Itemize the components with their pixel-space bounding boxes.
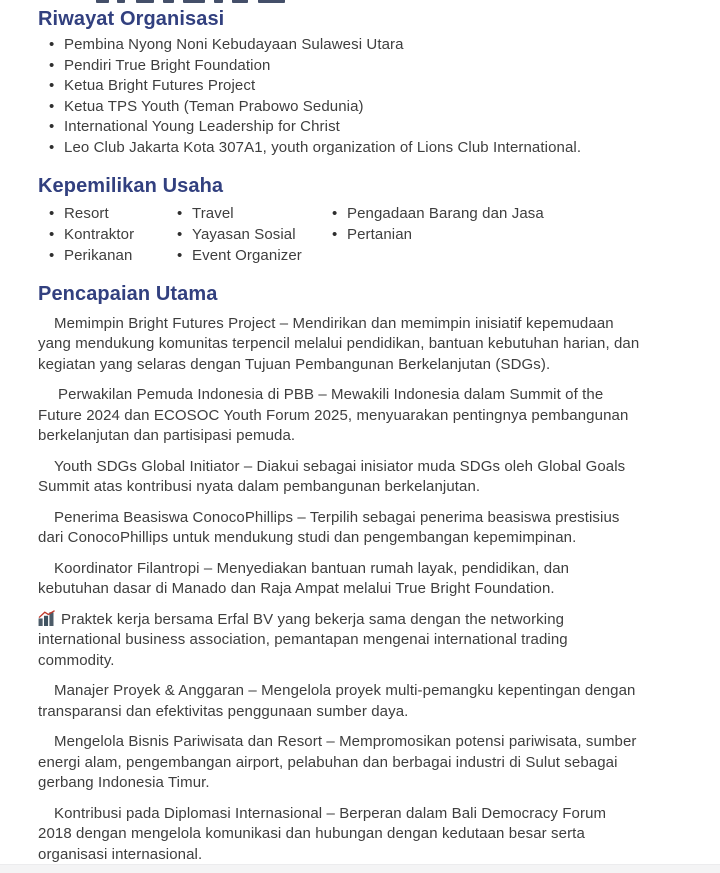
achievement-paragraph-text: Praktek kerja bersama Erfal BV yang bekerja sama dengan the networking international business association, pemantapan mengenai international trading commodity. [38,610,568,669]
organization-item: • Pendiri True Bright Foundation [38,56,692,77]
achievement-paragraph: Penerima Beasiswa ConocoPhillips – Terpilih sebagai penerima beasiswa prestisius dari ConocoPhillips untuk mendukung studi dan pengembangan kepemimpinan. [38,508,620,547]
section-kepemilikan-usaha [38,174,692,267]
achievement-paragraph: Mengelola Bisnis Pariwisata dan Resort – Mempromosikan potensi pariwisata, sumber energi alam, pengembangan airport, pelabuhan dan berbagai industri di Sulut sebagai gerbang Indonesia Timur. [38,733,637,792]
kepemilikan-usaha-title: Kepemilikan Usaha [38,174,224,197]
clipped-previous-line-artifact [0,0,720,4]
business-item: • Kontraktor [38,224,166,245]
section-riwayat-organisasi [38,7,692,159]
business-item: • Travel [166,203,321,224]
organization-history-list [38,35,692,159]
business-column-2 [166,203,321,267]
riwayat-organisasi-title: Riwayat Organisasi [38,8,225,30]
achievement-paragraph: Koordinator Filantropi – Menyediakan bantuan rumah layak, pendidikan, dan kebutuhan dasar di Manado dan Raja Ampat melalui True Bright Foundation. [38,559,570,598]
achievement-paragraph: Memimpin Bright Futures Project – Mendirikan dan memimpin inisiatif kepemudaan yang mendukung komunitas terpencil melalui pendidikan, bantuan kebutuhan harian, dan kegiatan yang selaras dengan Tujuan Pembangunan Berkelanjutan (SDGs). [38,314,640,373]
bar-chart-increasing-icon [38,610,56,626]
business-item: • Pertanian [321,224,692,245]
organization-item: • Pembina Nyong Noni Kebudayaan Sulawesi Utara [38,35,692,56]
business-item: • Event Organizer [166,245,321,266]
business-item: • Resort [38,203,166,224]
business-item: • Yayasan Sosial [166,224,321,245]
achievement-paragraph [38,610,644,672]
achievement-paragraph: Youth SDGs Global Initiator – Diakui sebagai inisiator muda SDGs oleh Global Goals Summit atas kontribusi nyata dalam pembangunan berkelanjutan. [38,457,626,496]
business-column-1 [38,203,166,267]
business-item: • Perikanan [38,245,166,266]
organization-item: • Leo Club Jakarta Kota 307A1, youth organization of Lions Club International. [38,138,692,159]
achievement-paragraph: Kontribusi pada Diplomasi Internasional – Berperan dalam Bali Democracy Forum 2018 dengan mengelola komunikasi dan hubungan dengan kedutaan besar serta organisasi internasional. [38,804,607,863]
organization-item: • International Young Leadership for Christ [38,117,692,138]
achievement-paragraph: Perwakilan Pemuda Indonesia di PBB – Mewakili Indonesia dalam Summit of the Future 2024 dan ECOSOC Youth Forum 2025, menyuarakan pentingnya pembangunan berkelanjutan dan partisipasi pemuda. [38,386,629,445]
business-item: • Pengadaan Barang dan Jasa [321,203,692,224]
achievements-paragraphs [38,314,644,866]
achievement-paragraph: Manajer Proyek & Anggaran – Mengelola proyek multi-pemangku kepentingan dengan transparansi dan efektivitas penggunaan sumber daya. [38,682,636,720]
page-bottom-edge [0,864,720,873]
business-ownership-columns [38,203,692,267]
organization-item: • Ketua Bright Futures Project [38,76,692,97]
business-column-3 [321,203,692,267]
section-pencapaian-utama [38,282,692,866]
pencapaian-utama-title: Pencapaian Utama [38,282,218,305]
organization-item: • Ketua TPS Youth (Teman Prabowo Sedunia) [38,97,692,118]
